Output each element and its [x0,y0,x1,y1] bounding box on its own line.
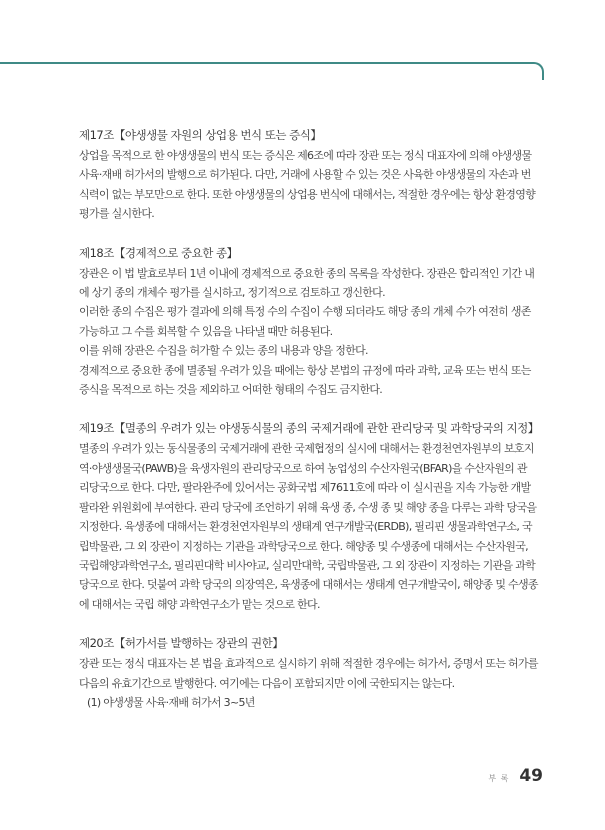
header-rule-corner [528,62,544,80]
page-footer [488,766,543,786]
paragraph-line: 국립해양과학연구소, 필리핀대학 비사야교, 실리만대학, 국립박물관, 그 외 장관이 지정하는 기관을 과학 [79,558,536,572]
paragraph-line: 사육·재배 허가서의 발행으로 허가된다. 다만, 거래에 사용할 수 있는 것은 사육한 야생생물의 자손과 번 [79,168,531,182]
paragraph-line: 평가를 실시한다. [79,207,155,221]
article-20 [79,634,549,712]
paragraph-line: 리당국으로 한다. 다만, 팔라완주에 있어서는 공화국법 제7611호에 따라 이 실시권을 지속 가능한 개발 [79,481,531,495]
paragraph-line: 가능하고 그 수를 회복할 수 있음을 나타낼 때만 허용된다. [79,324,333,338]
paragraph-line: 에 대해서는 국립 해양 과학연구소가 맡는 것으로 한다. [79,597,320,611]
paragraph-line: 당국으로 한다. 덧붙여 과학 당국의 의장역은, 육생종에 대해서는 생태계 연구개발국이, 해양종 및 수생종 [79,578,538,592]
paragraph-line: 팔라완 위원회에 부여한다. 관리 당국에 조언하기 위해 육생 종, 수생 종 및 해양 종을 다루는 과학 당국을 [79,500,537,514]
article-18 [79,244,549,400]
article-17 [79,126,549,224]
paragraph-line: 식력이 없는 부모만으로 한다. 또한 야생생물의 상업용 번식에 대해서는, 적절한 경우에는 항상 환경영향 [79,187,536,201]
page-number: 49 [519,766,543,786]
article-heading: 제17조【야생생물 자원의 상업용 번식 또는 증식】 [79,128,322,142]
paragraph-line: 에 상기 종의 개체수 평가를 실시하고, 정기적으로 검토하고 갱신한다. [79,286,385,300]
paragraph-line: 립박물관, 그 외 장관이 지정하는 기관을 과학당국으로 한다. 해양종 및 수생종에 대해서는 수산자원국, [79,539,528,553]
footer-section-label: 부 록 [488,774,510,783]
paragraph-line: 경제적으로 중요한 종에 멸종될 우려가 있을 때에는 항상 본법의 규정에 따라 과학, 교육 또는 번식 또는 [79,363,531,377]
paragraph-line: 역·야생생물국(PAWB)을 육생자원의 관리당국으로 하여 농업성의 수산자원국(BFAR)을 수산자원의 관 [79,461,527,475]
list-item: (1) 야생생물 사육·재배 허가서 3~5년 [87,695,255,709]
document-body [79,126,549,732]
header-rule [0,62,532,64]
paragraph-line: 이를 위해 장관은 수집을 허가할 수 있는 종의 내용과 양을 정한다. [79,344,368,358]
paragraph-line: 장관 또는 정식 대표자는 본 법을 효과적으로 실시하기 위해 적절한 경우에는 허가서, 증명서 또는 허가를 [79,657,538,671]
paragraph-line: 이러한 종의 수집은 평가 결과에 의해 특정 수의 수집이 수행 되더라도 해당 종의 개체 수가 여전히 생존 [79,305,531,319]
article-heading: 제18조【경제적으로 중요한 종】 [79,245,238,260]
paragraph-line: 다음의 유효기간으로 발행한다. 여기에는 다음이 포함되지만 이에 국한되지는 않는다. [79,676,455,690]
paragraph-line: 지정한다. 육생종에 대해서는 환경천연자원부의 생태계 연구개발국(ERDB), 필리핀 생물과학연구소, 국 [79,520,532,534]
paragraph-line: 상업을 목적으로 한 야생생물의 번식 또는 증식은 제6조에 따라 장관 또는 정식 대표자에 의해 야생생물 [79,149,532,162]
paragraph-line: 증식을 목적으로 하는 것을 제외하고 어떠한 형태의 수집도 금지한다. [79,383,383,397]
paragraph-line: 멸종의 우려가 있는 동식물종의 국제거래에 관한 국제협정의 실시에 대해서는 환경천연자원부의 보호지 [79,442,534,456]
paragraph-line: 장관은 이 법 발효로부터 1년 이내에 경제적으로 중요한 종의 목록을 작성한다. 장관은 합리적인 기간 내 [79,266,535,280]
article-heading: 제19조【멸종의 우려가 있는 야생동식물의 종의 국제거래에 관한 관리당국 및 과학당국의 지정】 [79,421,539,436]
article-19 [79,419,549,614]
article-heading: 제20조【허가서를 발행하는 장관의 권한】 [79,636,284,651]
